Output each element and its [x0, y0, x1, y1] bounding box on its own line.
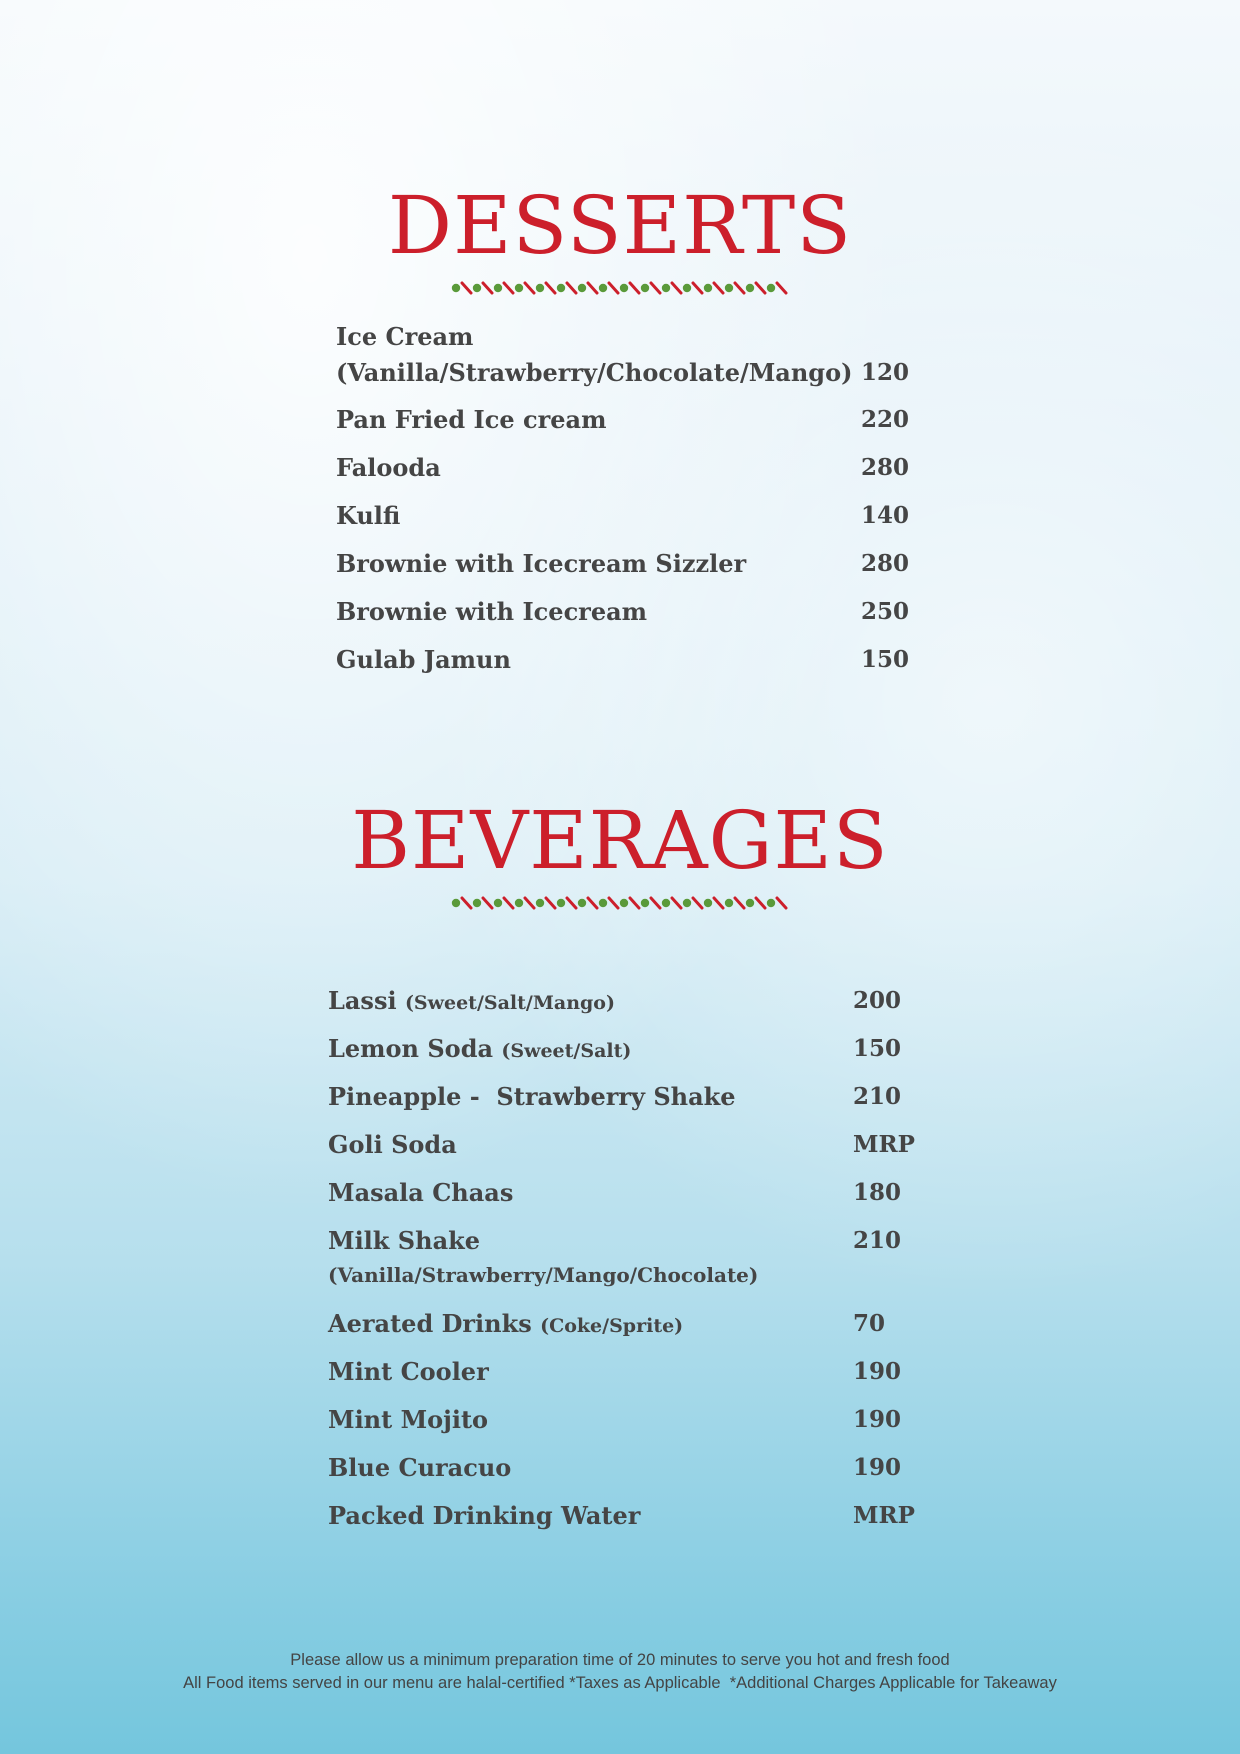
beverage-item-packed-water — [328, 1501, 928, 1531]
divider-dash — [777, 283, 786, 293]
dessert-item-brownie-sizzler — [336, 549, 916, 579]
divider-dash — [756, 283, 765, 293]
item-name: Aerated Drinks — [328, 1309, 532, 1338]
item-price: MRP — [853, 1131, 915, 1158]
item-name-line — [328, 1034, 631, 1063]
beverage-item-lassi — [328, 986, 928, 1016]
divider-dash — [567, 898, 576, 908]
divider-dash — [462, 283, 471, 293]
footer-line-2: All Food items served in our menu are halal-certified *Taxes as Applicable *Additional Charges Applicable for Takeaway — [183, 1674, 1057, 1692]
item-price: 210 — [853, 1227, 902, 1254]
divider-dash — [693, 898, 702, 908]
divider-dash — [525, 898, 534, 908]
dessert-item-pan-fried-ice-cream — [336, 405, 916, 435]
item-name: Lassi — [328, 986, 397, 1015]
item-price: 180 — [853, 1179, 902, 1206]
divider-dot — [746, 899, 754, 907]
dessert-item-falooda — [336, 453, 916, 483]
divider-dash — [483, 283, 492, 293]
divider-dash — [651, 898, 660, 908]
divider-dash — [630, 898, 639, 908]
dessert-item-ice-cream — [336, 322, 916, 388]
divider-dot — [620, 284, 628, 292]
item-price: 150 — [853, 1035, 902, 1062]
beverage-item-pineapple-shake — [328, 1082, 928, 1112]
item-variants: (Sweet/Salt/Mango) — [404, 992, 615, 1014]
item-name: Ice Cream — [336, 322, 474, 351]
item-price: 200 — [853, 987, 902, 1014]
divider-dot — [578, 899, 586, 907]
item-name: Masala Chaas — [328, 1178, 514, 1207]
divider-dash — [546, 283, 555, 293]
divider-dash — [525, 283, 534, 293]
beverages-title: BEVERAGES — [351, 794, 889, 887]
divider-dash — [735, 283, 744, 293]
item-price: 150 — [861, 646, 910, 673]
divider-dot — [662, 899, 670, 907]
divider-dot — [557, 899, 565, 907]
item-price: 280 — [861, 454, 910, 481]
item-name: Gulab Jamun — [336, 645, 511, 674]
item-price: 250 — [861, 598, 910, 625]
beverage-item-blue-curacuo — [328, 1453, 928, 1483]
divider-dot — [662, 284, 670, 292]
divider-dash — [609, 898, 618, 908]
item-name: Kulfi — [336, 501, 401, 530]
item-name: Brownie with Icecream — [336, 597, 648, 626]
divider-dash — [651, 283, 660, 293]
divider-dot — [536, 284, 544, 292]
divider-dot — [452, 284, 460, 292]
item-price: 190 — [853, 1454, 902, 1481]
divider-dot — [452, 899, 460, 907]
divider-dot — [641, 284, 649, 292]
divider-dot — [704, 284, 712, 292]
item-price: 190 — [853, 1358, 902, 1385]
item-name: Pan Fried Ice cream — [336, 405, 607, 434]
footer-note — [0, 1649, 1240, 1695]
beverage-item-aerated-drinks — [328, 1309, 928, 1339]
dessert-item-gulab-jamun — [336, 645, 916, 675]
divider-dot — [641, 899, 649, 907]
divider-dash — [567, 283, 576, 293]
item-name: Goli Soda — [328, 1130, 457, 1159]
beverage-item-masala-chaas — [328, 1178, 928, 1208]
item-variants: (Vanilla/Strawberry/Chocolate/Mango) — [336, 358, 853, 387]
divider-dot — [515, 899, 523, 907]
divider-dash — [546, 898, 555, 908]
divider-dot — [767, 899, 775, 907]
beverages-divider — [0, 893, 1240, 913]
desserts-divider — [0, 278, 1240, 298]
beverage-item-mint-mojito — [328, 1405, 928, 1435]
item-price: 280 — [861, 550, 910, 577]
item-name: Lemon Soda — [328, 1034, 494, 1063]
divider-dash — [504, 283, 513, 293]
divider-dot — [578, 284, 586, 292]
divider-dot — [725, 284, 733, 292]
divider-dash — [693, 283, 702, 293]
footer-line-1: Please allow us a minimum preparation time of 20 minutes to serve you hot and fresh food — [290, 1651, 950, 1669]
item-name-line — [328, 1309, 683, 1338]
divider-dash — [672, 283, 681, 293]
divider-dash — [504, 898, 513, 908]
divider-dot — [683, 899, 691, 907]
divider-dot — [494, 284, 502, 292]
divider-dot — [557, 284, 565, 292]
divider-dot — [704, 899, 712, 907]
divider-dash — [756, 898, 765, 908]
divider-dash — [462, 898, 471, 908]
item-variants: (Vanilla/Strawberry/Mango/Chocolate) — [328, 1263, 759, 1287]
divider-dot — [683, 284, 691, 292]
beverage-item-goli-soda — [328, 1130, 928, 1160]
divider-dot — [515, 284, 523, 292]
item-price: 70 — [853, 1310, 886, 1337]
divider-dot — [620, 899, 628, 907]
item-name-line — [328, 986, 615, 1015]
beverage-item-mint-cooler — [328, 1357, 928, 1387]
divider-dot — [473, 899, 481, 907]
divider-dash — [672, 898, 681, 908]
item-name: Milk Shake — [328, 1226, 481, 1255]
divider-dash — [588, 898, 597, 908]
divider-dash — [714, 898, 723, 908]
divider-dot — [599, 284, 607, 292]
item-name: Brownie with Icecream Sizzler — [336, 549, 747, 578]
divider-dot — [473, 284, 481, 292]
dessert-item-brownie-icecream — [336, 597, 916, 627]
divider-dash — [777, 898, 786, 908]
divider-dot — [536, 899, 544, 907]
item-variants: (Sweet/Salt) — [501, 1040, 632, 1062]
divider-dash — [588, 283, 597, 293]
beverage-item-lemon-soda — [328, 1034, 928, 1064]
item-name: Falooda — [336, 453, 441, 482]
divider-dash — [714, 283, 723, 293]
divider-dot — [494, 899, 502, 907]
item-price: 210 — [853, 1083, 902, 1110]
item-name: Blue Curacuo — [328, 1453, 512, 1482]
item-price: 120 — [861, 359, 910, 386]
item-name: Mint Mojito — [328, 1405, 489, 1434]
item-variants: (Coke/Sprite) — [540, 1315, 684, 1337]
desserts-title: DESSERTS — [387, 179, 853, 272]
item-name: Packed Drinking Water — [328, 1501, 641, 1530]
item-price: 190 — [853, 1406, 902, 1433]
divider-dot — [725, 899, 733, 907]
item-name: Mint Cooler — [328, 1357, 489, 1386]
divider-dash — [483, 898, 492, 908]
divider-dash — [609, 283, 618, 293]
beverage-item-milk-shake — [328, 1226, 928, 1290]
divider-dash — [735, 898, 744, 908]
item-name: Pineapple - Strawberry Shake — [328, 1082, 736, 1111]
divider-dash — [630, 283, 639, 293]
divider-dot — [767, 284, 775, 292]
divider-dot — [746, 284, 754, 292]
divider-dot — [599, 899, 607, 907]
item-price: 140 — [861, 502, 910, 529]
item-price: MRP — [853, 1502, 915, 1529]
item-price: 220 — [861, 406, 910, 433]
dessert-item-kulfi — [336, 501, 916, 531]
